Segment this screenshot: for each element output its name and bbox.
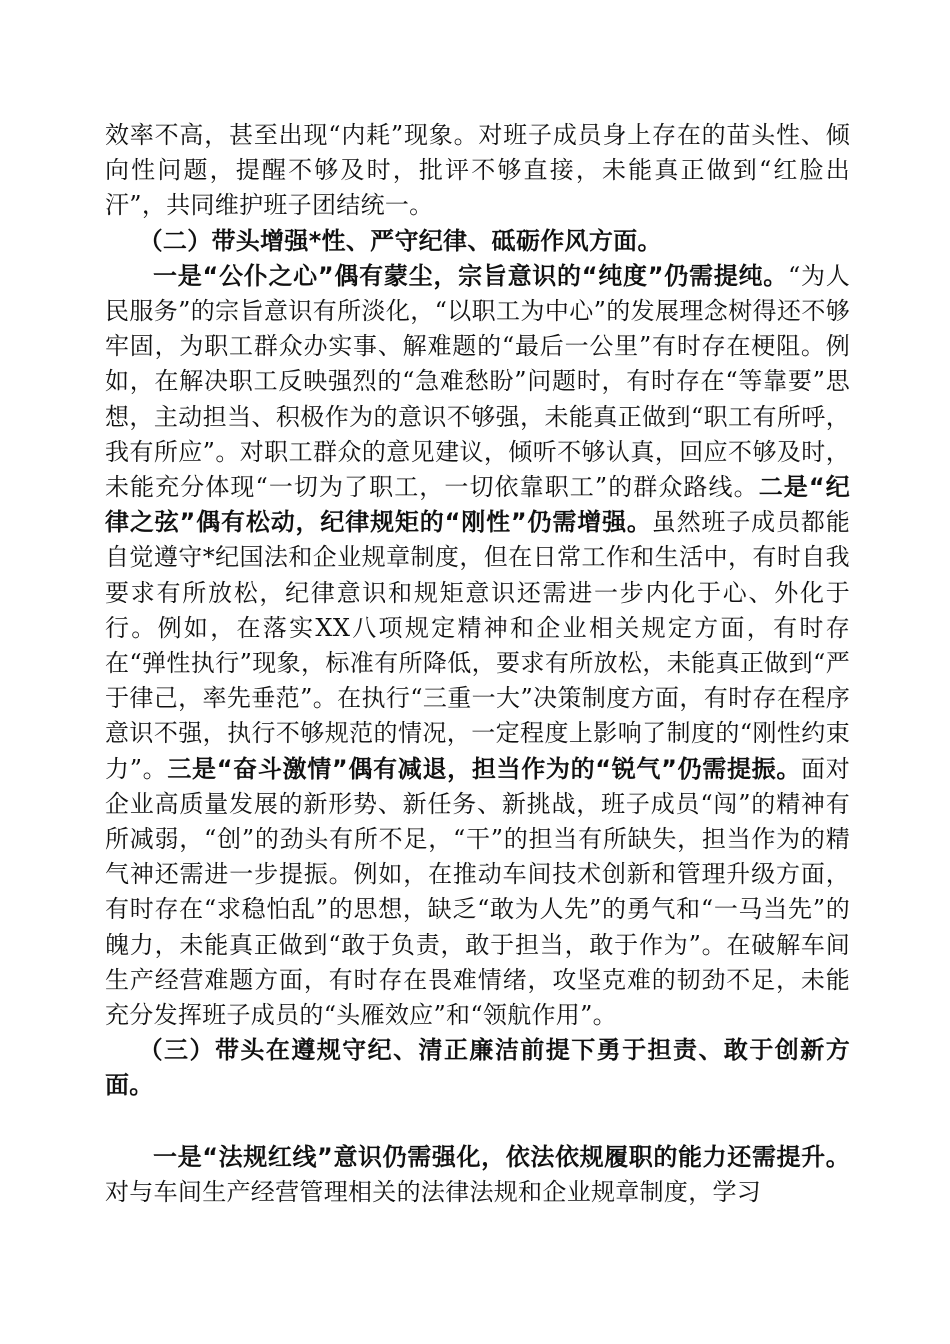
text-point-1: “为人民服务”的宗旨意识有所淡化，“以职工为中心”的发展理念树得还不够牢固，为职工群众办实事、解难题的“最后一公里”有时存在梗阻。例如，在解决职工反映强烈的“急难愁盼”问题时，有时存在“等靠要”思想，主动担当、积极作为的意识不够强，未能真正做到“职工有所呼，我有所应”。对职工群众的意见建议，倾听不够认真，回应不够及时，未能充分体现“一切为了职工，一切依靠职工”的群众路线。 xyxy=(105,261,850,502)
bold-point-3-1: 一是“法规红线”意识仍需强化，依法依规履职的能力还需提升。 xyxy=(153,1142,850,1171)
text-point-3-1: 对与车间生产经营管理相关的法律法规和企业规章制度，学习 xyxy=(105,1177,762,1206)
paragraph-section-2 xyxy=(105,259,850,1033)
bold-point-2: 二是“纪律之弦”偶有松动，纪律规矩的“刚性”仍需增强。 xyxy=(105,473,850,537)
spacer xyxy=(105,1104,850,1140)
text-point-2: 虽然班子成员都能自觉遵守*纪国法和企业规章制度，但在日常工作和生活中，有时自我要求有所放松，纪律意识和规矩意识还需进一步内化于心、外化于行。例如，在落实XX八项规定精神和企业相关规定方面，有时存在“弹性执行”现象，标准有所降低，要求有所放松，未能真正做到“严于律己，率先垂范”。在执行“三重一大”决策制度方面，有时存在程序意识不强，执行不够规范的情况，一定程度上影响了制度的“刚性约束力”。 xyxy=(105,508,851,783)
text-point-3: 面对企业高质量发展的新形势、新任务、新挑战，班子成员“闯”的精神有所减弱，“创”的劲头有所不足，“干”的担当有所缺失，担当作为的精气神还需进一步提振。例如，在推动车间技术创新和管理升级方面，有时存在“求稳怕乱”的思想，缺乏“敢为人先”的勇气和“一马当先”的魄力，未能真正做到“敢于负责，敢于担当，敢于作为”。在破解车间生产经营难题方面，有时存在畏难情绪，攻坚克难的韧劲不足，未能充分发挥班子成员的“头雁效应”和“领航作用”。 xyxy=(105,754,851,1030)
document-body xyxy=(105,118,850,1210)
bold-point-3: 三是“奋斗激情”偶有减退，担当作为的“锐气”仍需提振。 xyxy=(167,754,802,783)
paragraph-section-3 xyxy=(105,1140,850,1210)
bold-point-1: 一是“公仆之心”偶有蒙尘，宗旨意识的“纯度”仍需提纯。 xyxy=(153,261,788,290)
paragraph-continued: 效率不高，甚至出现“内耗”现象。对班子成员身上存在的苗头性、倾向性问题，提醒不够及时，批评不够直接，未能真正做到“红脸出汗”，共同维护班子团结统一。 xyxy=(105,121,850,220)
section-heading-2: （二）带头增强*性、严守纪律、砥砺作风方面。 xyxy=(138,226,662,255)
section-heading-3: （三）带头在遵规守纪、清正廉洁前提下勇于担责、敢于创新方面。 xyxy=(105,1036,850,1100)
